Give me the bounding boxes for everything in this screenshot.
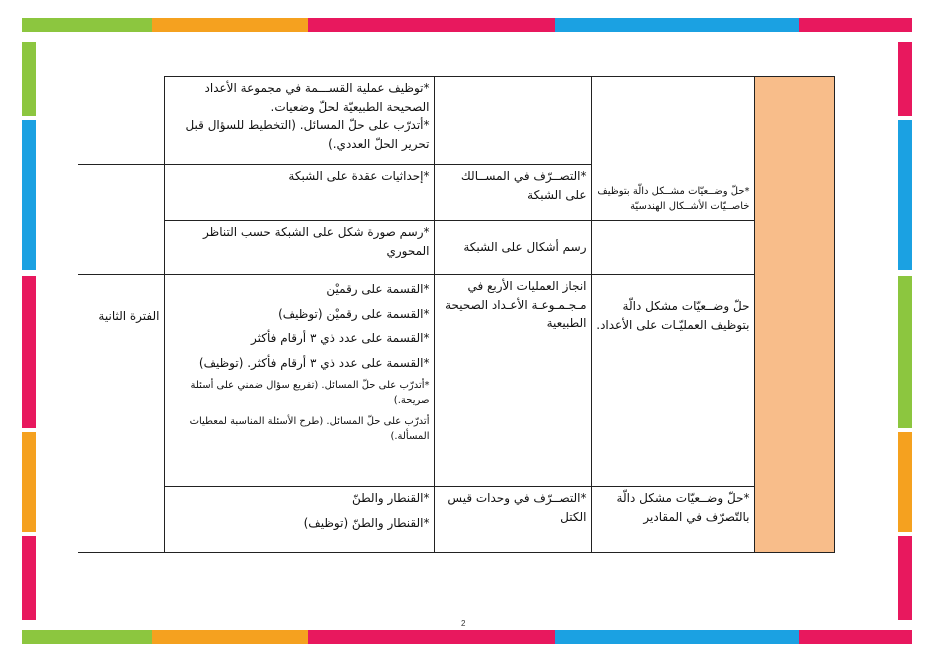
border-left-4 bbox=[22, 432, 36, 532]
situation-cell bbox=[591, 487, 754, 553]
objectives-cell bbox=[164, 165, 434, 221]
border-right-3 bbox=[898, 276, 912, 428]
border-right-2 bbox=[898, 120, 912, 270]
period-cell bbox=[78, 77, 164, 165]
objective-item: أتدرّب على حلّ المسائل. (طرح الأسئلة المناسبة لمعطيات المسألة.) bbox=[189, 416, 430, 443]
competency-text: *التصــرّف في المســالك على الشبكة bbox=[460, 169, 587, 202]
situation-cell bbox=[591, 221, 754, 275]
period-label: الفترة الثانية bbox=[98, 309, 160, 323]
border-top-1 bbox=[22, 18, 152, 32]
objective-item: *القسمة على عدد ذي ٣ أرقام فأكثر. (توظيف) bbox=[198, 355, 430, 370]
period-cell bbox=[78, 221, 164, 275]
curriculum-table bbox=[78, 76, 835, 553]
objectives-cell bbox=[164, 77, 434, 165]
page-number: 2 bbox=[461, 619, 466, 628]
border-left-1 bbox=[22, 42, 36, 116]
period-cell bbox=[78, 165, 164, 221]
situation-text: *حلّ وضــعيّات مشــكل دالّة بتوظيف خاصــيّات الأشــكال الهندسيّة bbox=[597, 186, 750, 212]
border-right-1 bbox=[898, 42, 912, 116]
border-top-3 bbox=[308, 18, 555, 32]
border-top-4 bbox=[555, 18, 799, 32]
table-row bbox=[78, 77, 834, 165]
competency-text: رسم أشكال على الشبكة bbox=[463, 240, 587, 255]
situation-cell bbox=[591, 275, 754, 487]
border-left-3 bbox=[22, 276, 36, 428]
competency-text: *التصــرّف في وحدات قيس الكتل bbox=[447, 491, 587, 524]
competency-cell bbox=[434, 487, 591, 553]
period-cell bbox=[78, 275, 164, 553]
objectives-cell bbox=[164, 487, 434, 553]
table-row bbox=[78, 221, 834, 275]
border-right-5 bbox=[898, 536, 912, 620]
table-row bbox=[78, 487, 834, 553]
objective-item: *أتدرّب على حلّ المسائل. (التخطيط للسؤال قبل تحرير الحلّ العددي.) bbox=[185, 118, 430, 151]
border-bottom-2 bbox=[152, 630, 308, 644]
competency-cell bbox=[434, 221, 591, 275]
border-right-4 bbox=[898, 432, 912, 532]
border-bottom-5 bbox=[799, 630, 912, 644]
competency-cell bbox=[434, 77, 591, 165]
domain-cell bbox=[754, 77, 834, 553]
border-top-2 bbox=[152, 18, 308, 32]
border-left-5 bbox=[22, 536, 36, 620]
competency-text: انجاز العمليات الأربع في مـجـمـوعـة الأعـداد الصحيحة الطبيعية bbox=[445, 279, 587, 331]
situation-text: حلّ وضــعيّات مشكل دالّة بتوظيف العمليّـات على الأعداد. bbox=[596, 299, 750, 332]
objective-item: *رسم صورة شكل على الشبكة حسب التناظر المحوري bbox=[203, 225, 430, 258]
situation-cell bbox=[591, 77, 754, 221]
competency-cell bbox=[434, 165, 591, 221]
border-top-5 bbox=[799, 18, 912, 32]
objective-item: *القسمة على عدد ذي ٣ أرقام فأكثر bbox=[251, 331, 430, 346]
objective-item: *القسمة على رقميْن bbox=[326, 282, 430, 296]
objective-item: *القسمة على رقميْن (توظيف) bbox=[278, 306, 430, 321]
border-bottom-1 bbox=[22, 630, 152, 644]
objective-item: *القنطار والطنّ (توظيف) bbox=[303, 515, 430, 530]
objectives-cell bbox=[164, 221, 434, 275]
objectives-cell bbox=[164, 275, 434, 487]
border-bottom-3 bbox=[308, 630, 555, 644]
table-row bbox=[78, 275, 834, 487]
objective-item: *القنطار والطنّ bbox=[351, 491, 430, 505]
competency-cell bbox=[434, 275, 591, 487]
situation-text: *حلّ وضــعيّات مشكل دالّة بالتّصرّف في المقادير bbox=[616, 491, 750, 524]
objective-item: *أتدرّب على حلّ المسائل. (تفريع سؤال ضمني على أسئلة صريحة.) bbox=[190, 380, 430, 407]
border-bottom-4 bbox=[555, 630, 799, 644]
border-left-2 bbox=[22, 120, 36, 270]
objective-item: *إحداثيات عقدة على الشبكة bbox=[288, 169, 430, 183]
objective-item: *توظيف عملية القســـمة في مجموعة الأعداد الصحيحة الطبيعيّة لحلّ وضعيات. bbox=[204, 81, 430, 114]
